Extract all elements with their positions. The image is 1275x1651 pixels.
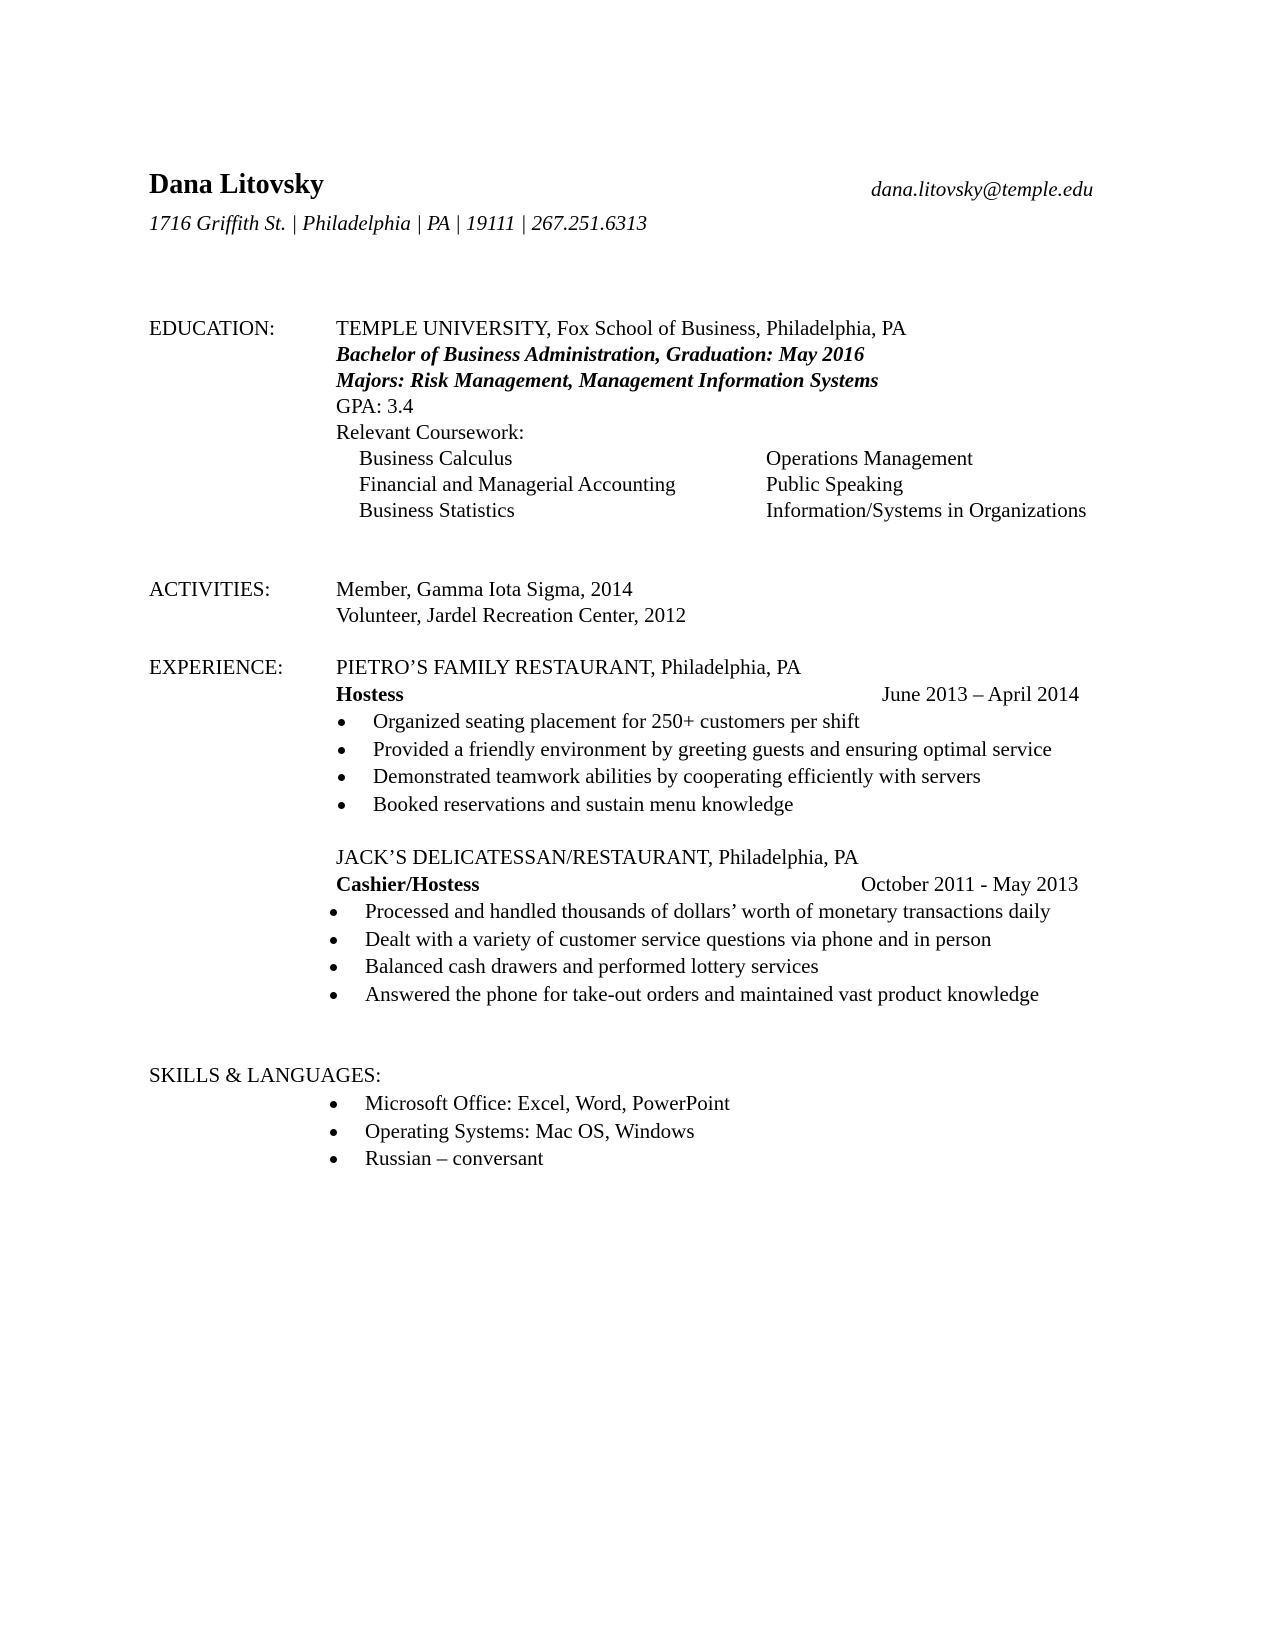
activity-item: Volunteer, Jardel Recreation Center, 2012 <box>336 603 687 627</box>
bullet-icon <box>338 774 345 781</box>
course-item: Information/Systems in Organizations <box>766 498 1087 522</box>
experience-label: EXPERIENCE: <box>149 655 284 679</box>
job-employer: PIETRO’S FAMILY RESTAURANT, Philadelphia, PA <box>336 655 802 679</box>
bullet-icon <box>330 992 337 999</box>
education-majors: Majors: Risk Management, Management Information Systems <box>336 368 879 392</box>
job-title: Cashier/Hostess <box>336 872 480 896</box>
activity-item: Member, Gamma Iota Sigma, 2014 <box>336 577 633 601</box>
coursework-label: Relevant Coursework: <box>336 420 525 444</box>
course-item: Operations Management <box>766 446 974 470</box>
job-dates: October 2011 - May 2013 <box>861 872 1079 896</box>
job-dates: June 2013 – April 2014 <box>882 682 1080 706</box>
course-item: Business Calculus <box>359 446 513 470</box>
education-school: TEMPLE UNIVERSITY, Fox School of Business, Philadelphia, PA <box>336 316 907 340</box>
bullet-icon <box>330 1101 337 1108</box>
job-title: Hostess <box>336 682 404 706</box>
candidate-address: 1716 Griffith St. | Philadelphia | PA | 19111 | 267.251.6313 <box>149 211 648 235</box>
education-gpa: GPA: 3.4 <box>336 394 414 418</box>
candidate-email: dana.litovsky@temple.edu <box>871 177 1094 201</box>
bullet-icon <box>330 1156 337 1163</box>
candidate-name: Dana Litovsky <box>149 169 325 200</box>
bullet-icon <box>338 719 345 726</box>
bullet-icon <box>330 1129 337 1136</box>
course-item: Business Statistics <box>359 498 515 522</box>
activities-label: ACTIVITIES: <box>149 577 271 601</box>
bullet-icon <box>338 747 345 754</box>
skills-label: SKILLS & LANGUAGES: <box>149 1063 382 1087</box>
course-item: Public Speaking <box>766 472 904 496</box>
bullet-icon <box>330 964 337 971</box>
course-item: Financial and Managerial Accounting <box>359 472 676 496</box>
education-degree: Bachelor of Business Administration, Graduation: May 2016 <box>336 342 865 366</box>
bullet-icon <box>338 802 345 809</box>
education-label: EDUCATION: <box>149 316 275 340</box>
job-employer: JACK’S DELICATESSAN/RESTAURANT, Philadelphia, PA <box>336 845 859 869</box>
bullet-icon <box>330 937 337 944</box>
bullet-icon <box>330 909 337 916</box>
resume-page: Dana Litovsky dana.litovsky@temple.edu 1716 Griffith St. | Philadelphia | PA | 19111 | 267.251.6313 EDUCATION: TEMPLE UNIVERSITY, Fox School of Business, Philadelphia, PA Bachelor of Business Administration, Graduation: May 2016 Majors: Risk Management, Management Information Systems GPA: 3.4 Relevant Coursework: Business Calculus Financial and Managerial Accounting Business Statistics Operations Management Public Speaking Information/Systems in Organizations ACTIVITIES: Member, Gamma Iota Sigma, 2014 Volunteer, Jardel Recreation Center, 2012 EXPERIENCE: PIETRO’S FAMILY RESTAURANT, Philadelphia, PA Hostess June 2013 – April 2014 Organized seating placement for 250+ customers per shift Provided a friendly environment by greeting guests and ensuring optimal service Demonstrated teamwork abilities by cooperating efficiently with servers Booked reservations and sustain menu knowledge JACK’S DELICATESSAN/RESTAURANT, Philadelphia, PA Cashier/Hostess October 2011 - May 2013 Processed and handled thousands of dollars’ worth of monetary transactions daily Dealt with a variety of customer service questions via phone and in person Balanced cash drawers and performed lottery services Answered the phone for take-out orders and maintained vast product knowledge SKILLS & LANGUAGES: Microsoft Office: Excel, Word, PowerPoint Operating Systems: Mac OS, Windows Russian – conversant <box>149 169 1094 1170</box>
